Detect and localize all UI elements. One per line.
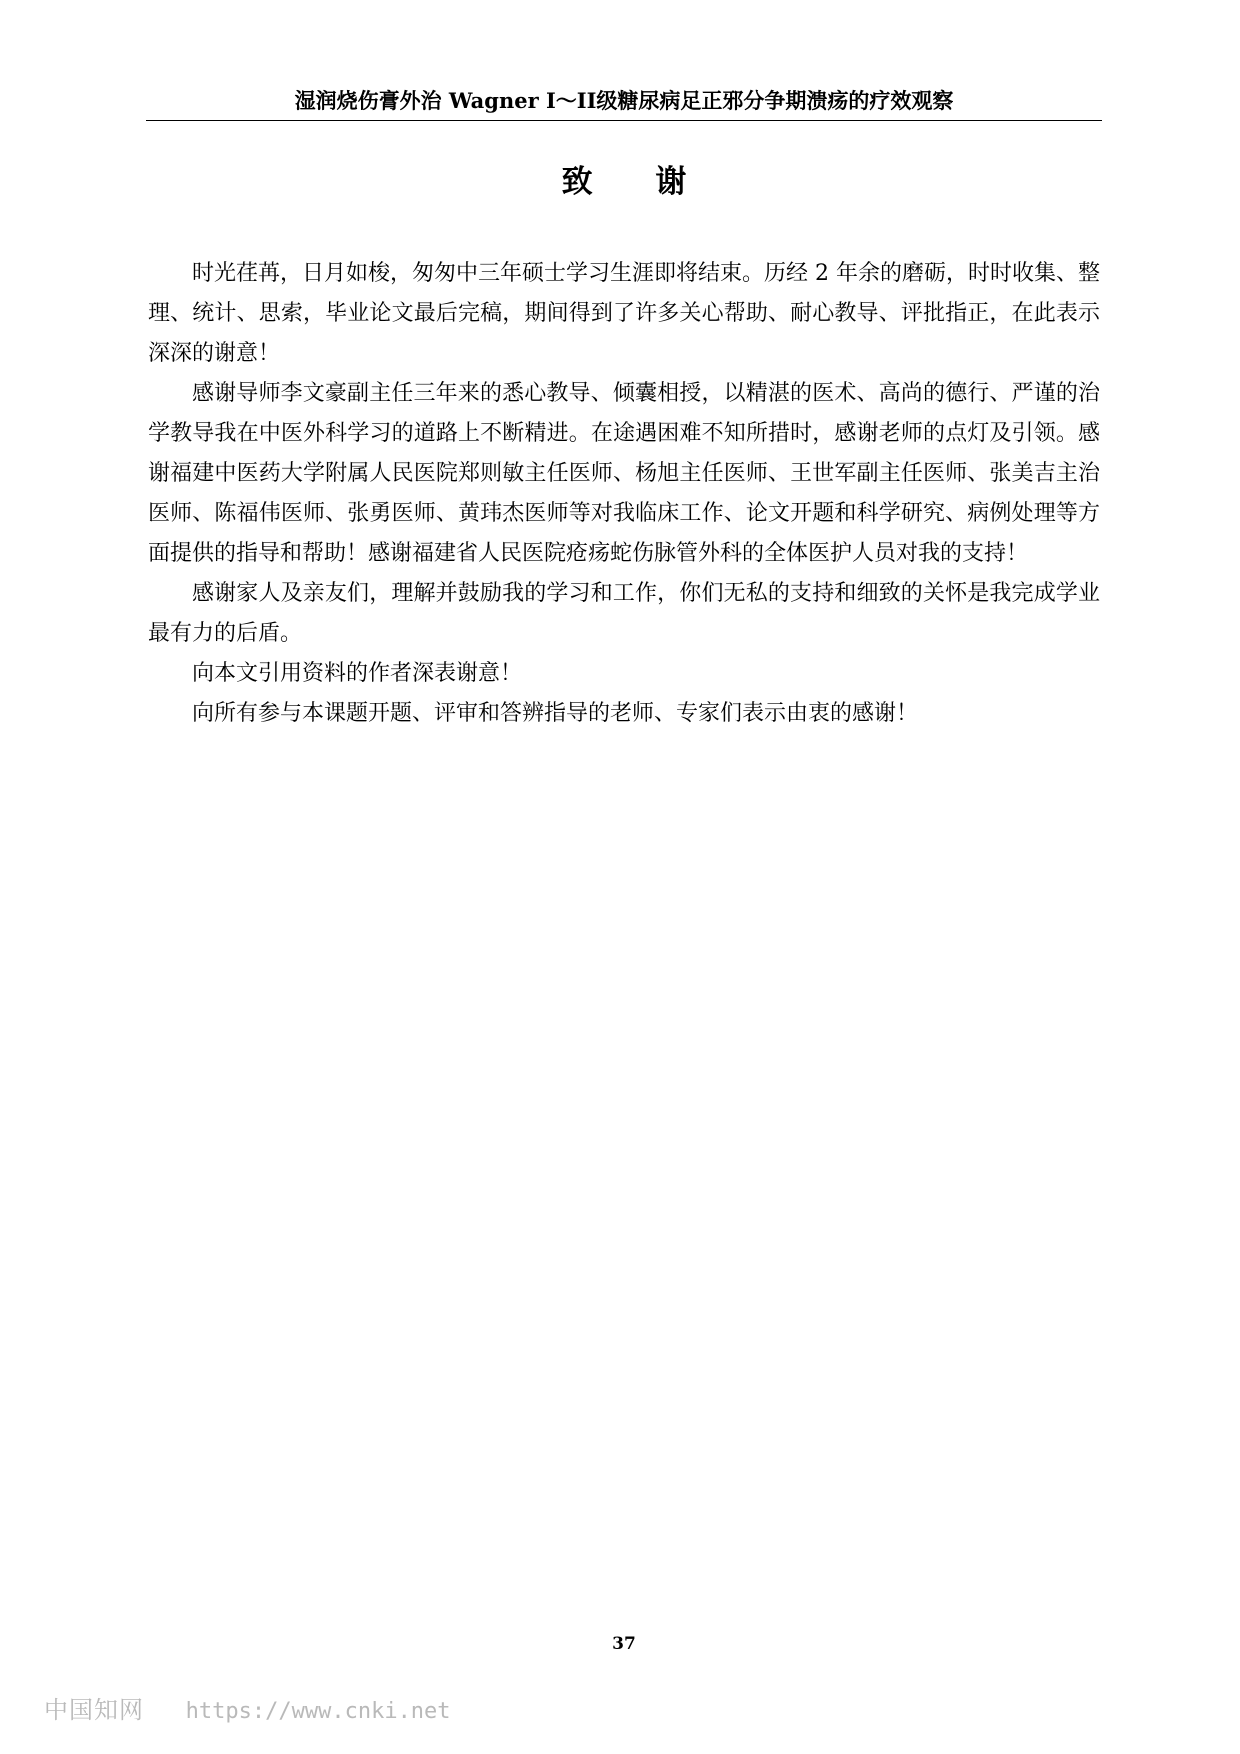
paragraph-3: 感谢家人及亲友们，理解并鼓励我的学习和工作，你们无私的支持和细致的关怀是我完成学业最有力的后盾。 [148,581,1100,646]
page-number: 37 [612,1634,636,1654]
section-title: 致 谢 [561,164,713,200]
running-header: 湿润烧伤膏外治 Wagner I～II级糖尿病足正邪分争期溃疡的疗效观察 [294,88,954,113]
acknowledgement-body [148,254,1100,734]
cnki-watermark [44,1694,451,1728]
paragraph-2: 感谢导师李文豪副主任三年来的悉心教导、倾囊相授，以精湛的医术、高尚的德行、严谨的治学教导我在中医外科学习的道路上不断精进。在途遇困难不知所措时，感谢老师的点灯及引领。感谢福建中医药大学附属人民医院郑则敏主任医师、杨旭主任医师、王世军副主任医师、张美吉主治医师、陈福伟医师、张勇医师、黄玮杰医师等对我临床工作、论文开题和科学研究、病例处理等方面提供的指导和帮助！感谢福建省人民医院疮疡蛇伤脉管外科的全体医护人员对我的支持！ [148,381,1100,566]
paragraph-5: 向所有参与本课题开题、评审和答辨指导的老师、专家们表示由衷的感谢！ [192,701,919,726]
header-rule [146,120,1102,121]
cnki-url: https://www.cnki.net [185,1699,451,1724]
cnki-logo-text: 中国知网 [44,1696,144,1724]
paragraph-1: 时光荏苒，日月如梭，匆匆中三年硕士学习生涯即将结束。历经 2 年余的磨砺，时时收集、整理、统计、思索，毕业论文最后完稿，期间得到了许多关心帮助、耐心教导、评批指正，在此表示深深的谢意！ [148,261,1100,366]
paragraph-4: 向本文引用资料的作者深表谢意！ [192,661,523,686]
